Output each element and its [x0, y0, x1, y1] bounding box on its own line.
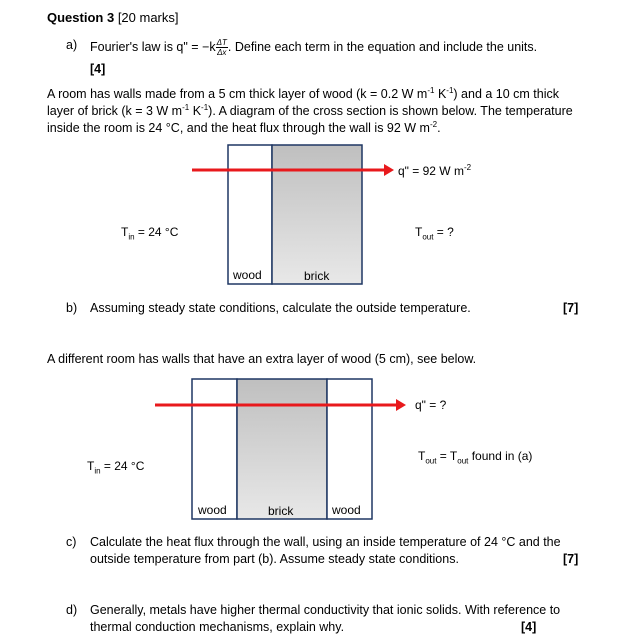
intro-line-2-text: layer of brick (k = 3 W m	[47, 104, 183, 119]
intro-line-3-end: .	[437, 121, 441, 136]
part-a-marks: [4]	[90, 62, 106, 76]
part-c-marks: [7]	[563, 552, 579, 566]
superscript: -2	[463, 163, 472, 172]
wood-label-right: wood	[332, 503, 361, 517]
question-total-marks: [20 marks]	[117, 10, 179, 25]
t-symbol: T	[87, 459, 95, 473]
brick-label: brick	[304, 269, 330, 283]
superscript: -1	[427, 86, 435, 95]
t-in-label-2	[87, 459, 144, 475]
subscript: out	[425, 456, 437, 466]
t-in-value: = 24 °C	[134, 225, 179, 239]
intro-line-1-end: ) and a 10 cm thick	[453, 87, 560, 102]
part-a-text-after: . Define each term in the equation and include the units.	[227, 39, 538, 54]
part-a-label: a)	[66, 38, 78, 52]
heat-flux-arrowhead	[396, 399, 406, 411]
part-b-text: Assuming steady state conditions, calculate the outside temperature.	[90, 301, 471, 315]
t-symbol: T	[121, 225, 129, 239]
superscript: -1	[201, 103, 209, 112]
brick-layer	[237, 379, 327, 519]
t-out-label-2	[418, 449, 532, 465]
t-in-label-1	[121, 225, 178, 241]
intro-line-2-mid: K	[189, 104, 202, 119]
part-d-marks: [4]	[521, 620, 537, 634]
t-out-mid: = T	[436, 449, 458, 463]
t-in-value: = 24 °C	[100, 459, 145, 473]
part-c-label: c)	[66, 535, 77, 549]
intro-line-2-end: ). A diagram of the cross section is shown below. The temperature	[208, 104, 573, 119]
second-room-text: A different room has walls that have an extra layer of wood (5 cm), see below.	[47, 352, 477, 366]
part-d-line-2: thermal conduction mechanisms, explain why.	[90, 620, 345, 634]
superscript: -2	[429, 120, 438, 129]
intro-line-3-text: inside the room is 24 °C, and the heat flux through the wall is 92 W m	[47, 121, 430, 136]
t-symbol: T	[415, 225, 423, 239]
t-out-value: = ?	[433, 225, 454, 239]
part-d-line-1: Generally, metals have higher thermal conductivity that ionic solids. With reference to	[90, 603, 561, 617]
subscript: in	[128, 232, 135, 242]
wood-label-left: wood	[198, 503, 227, 517]
subscript: out	[457, 456, 469, 466]
subscript: out	[422, 232, 434, 242]
fraction-numerator: ΔT	[216, 38, 227, 47]
brick-layer	[272, 145, 362, 284]
flux-label-1	[398, 163, 471, 178]
superscript: -1	[446, 86, 454, 95]
part-b-marks: [7]	[563, 301, 579, 315]
fraction-denominator: Δx	[217, 48, 227, 57]
t-out-end: found in (a)	[468, 449, 533, 463]
intro-line-1-mid: K	[434, 87, 447, 102]
wood-layer-right	[327, 379, 372, 519]
t-out-label-1	[415, 225, 454, 241]
wood-label: wood	[233, 268, 262, 282]
heat-flux-arrowhead	[384, 164, 394, 176]
subscript: in	[94, 466, 101, 476]
superscript: -1	[182, 103, 190, 112]
part-d-label: d)	[66, 603, 78, 617]
wood-layer	[228, 145, 272, 284]
part-c-line-1: Calculate the heat flux through the wall, using an inside temperature of 24 °C and the	[90, 535, 561, 549]
part-b-label: b)	[66, 301, 78, 315]
brick-label: brick	[268, 504, 294, 518]
part-a-text-before: Fourier's law is q" = −k	[90, 39, 216, 54]
question-number: Question 3	[47, 10, 115, 25]
intro-line-1-text: A room has walls made from a 5 cm thick layer of wood (k = 0.2 W m	[47, 87, 428, 102]
wood-layer-left	[192, 379, 237, 519]
flux-label-1-text: q" = 92 W m	[398, 164, 464, 178]
t-symbol: T	[418, 449, 426, 463]
flux-label-2: q" = ?	[415, 398, 447, 412]
part-c-line-2: outside temperature from part (b). Assume steady state conditions.	[90, 552, 459, 566]
